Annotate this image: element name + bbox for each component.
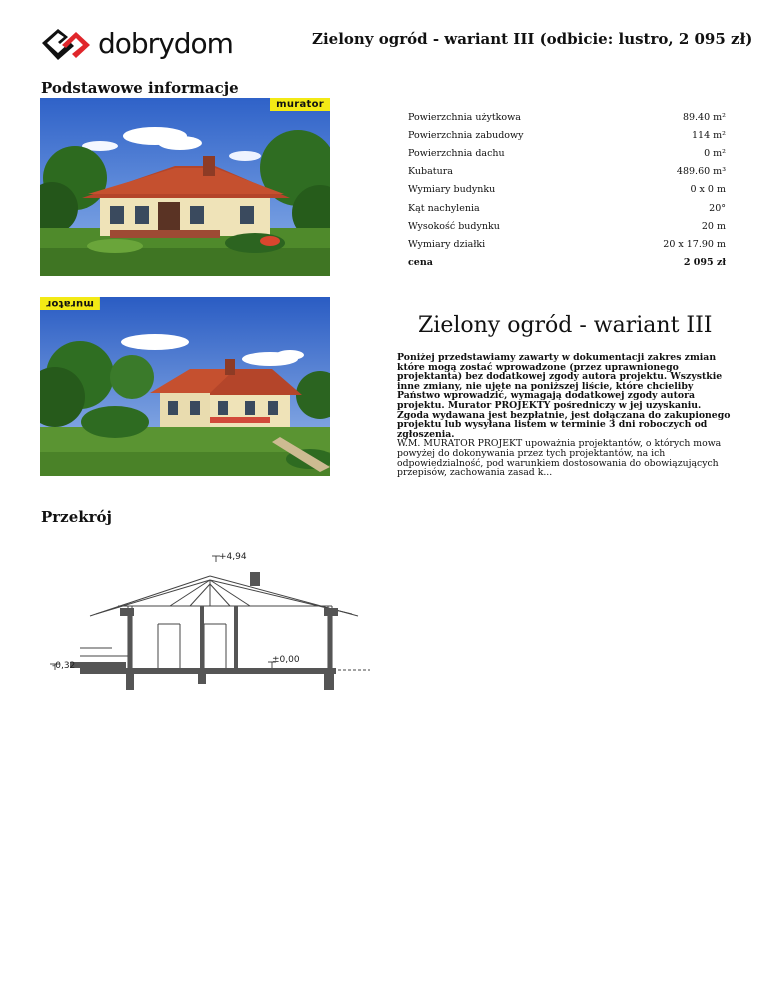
parameters-table <box>402 108 728 272</box>
project-title: Zielony ogród - wariant III <box>418 313 713 338</box>
section-heading-cross-section: Przekrój <box>41 508 112 526</box>
param-value: 20° <box>709 202 726 214</box>
param-label: Powierzchnia dachu <box>408 147 505 159</box>
price-label: cena <box>408 257 433 269</box>
description-text: W.M. MURATOR PROJEKT upoważnia projektantów, o których mowa powyżej do dokonywania przez tych projektantów, na ich odpowiedzialność, pod warunkiem dostosowania do obowiązujących przepisów, zachowania zasad k... <box>397 438 722 479</box>
house-photo-front <box>40 98 330 276</box>
param-label: Kubatura <box>408 166 453 178</box>
param-label: Wymiary budynku <box>408 184 496 196</box>
section-heading-basic-info: Podstawowe informacje <box>41 79 239 97</box>
description-bold-1: Poniżej przedstawiamy zawarty w dokumentacji zakres zmian które mogą zostać wprowadzone (przez uprawnionego projektanta) bez dodatkowej zgody autora projektu. Wszystkie inne zmiany, nie ujęte na poniższej liście, które chcieliby Państwo wprowadzić, wymagają dodatkowej zgody autora projektu. Murator PROJEKTY pośredniczy w jej uzyskaniu. <box>397 352 723 411</box>
param-value: 0 x 0 m <box>690 184 726 196</box>
table-row <box>402 108 728 126</box>
table-row <box>402 163 728 181</box>
house-photo-garden <box>40 297 330 476</box>
param-label: Powierzchnia zabudowy <box>408 129 524 141</box>
table-row <box>402 217 728 235</box>
description-bold-2: Zgoda wydawana jest bezpłatnie, jest dołączana do zakupionego projektu lub wysyłana listem w terminie 3 dni roboczych od zgłoszenia. <box>397 409 731 440</box>
table-row <box>402 199 728 217</box>
param-value: 0 m² <box>704 147 726 159</box>
param-value: 20 m <box>701 220 726 232</box>
param-label: Kąt nachylenia <box>408 202 480 214</box>
table-row <box>402 181 728 199</box>
document-title: Zielony ogród - wariant III (odbicie: lustro, 2 095 zł) <box>312 30 753 48</box>
param-value: 20 x 17.90 m <box>663 238 726 250</box>
table-row <box>402 126 728 144</box>
dobrydom-logo[interactable] <box>38 22 248 64</box>
cross-section-drawing <box>40 544 370 704</box>
elevation-top-label: +4,94 <box>219 552 247 562</box>
price-value: 2 095 zł <box>683 257 726 269</box>
elevation-ground-label: -0,32 <box>52 661 76 671</box>
table-row <box>402 144 728 162</box>
murator-badge: murator <box>40 297 100 310</box>
murator-badge: murator <box>270 98 330 111</box>
logo-text: dobrydom <box>98 26 233 60</box>
elevation-zero-label: ±0,00 <box>272 655 300 665</box>
param-label: Wysokość budynku <box>408 220 500 232</box>
table-row <box>402 235 728 253</box>
changes-description <box>397 353 735 478</box>
param-label: Wymiary działki <box>408 238 486 250</box>
param-value: 489.60 m³ <box>676 166 726 178</box>
param-label: Powierzchnia użytkowa <box>408 111 521 123</box>
price-row <box>402 254 728 272</box>
param-value: 89.40 m² <box>682 111 726 123</box>
param-value: 114 m² <box>692 129 726 141</box>
dobrydom-logo-icon <box>38 23 94 63</box>
